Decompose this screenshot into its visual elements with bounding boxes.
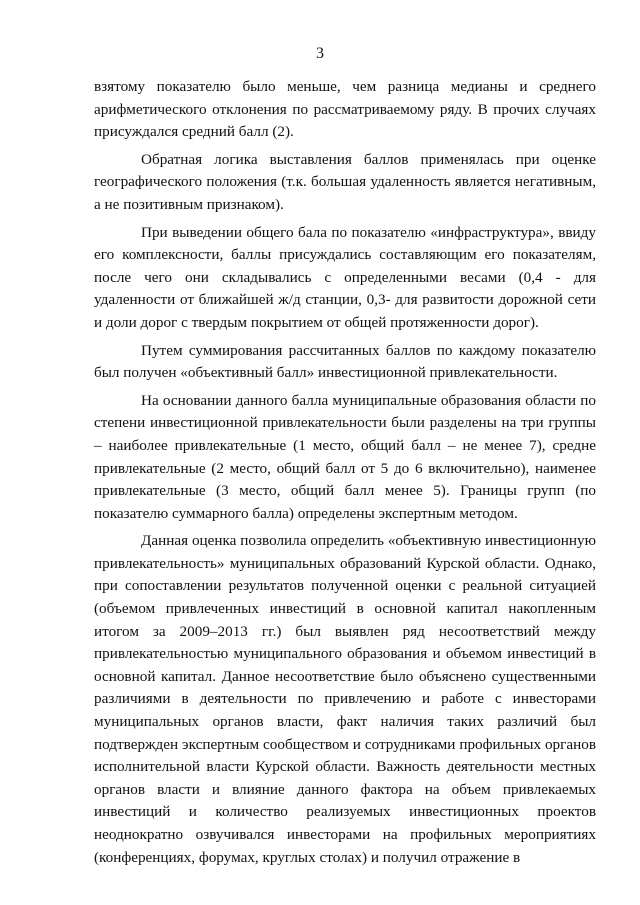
paragraph-infrastructure: При выведении общего бала по показателю «инфраструктура», ввиду его комплексности, баллы присуждались составляющим его показателям, после чего они складывались с определенными весами (0,4 - для удаленности от ближайшей ж/д станции, 0,3- для развитости дорожной сети и доли дорог с твердым покрытием от общей протяженности дорог). bbox=[94, 223, 596, 331]
paragraph-continuation: взятому показателю было меньше, чем разница медианы и среднего арифметического отклонения по рассматриваемому ряду. В прочих случаях присуждался средний балл (2). bbox=[94, 78, 596, 141]
document-body bbox=[94, 76, 596, 874]
paragraph-assessment: Данная оценка позволила определить «объективную инвестиционную привлекательность» муниципальных образований Курской области. Однако, при сопоставлении результатов полученной оценки с реальной ситуацией (объемом привлеченных инвестиций в основной капитал накопленным итогом за 2009–2013 гг.) был выявлен ряд несоответствий между привлекательностью муниципального образования и объемом инвестиций в основной капитал. Данное несоответствие было объяснено существенными различиями в деятельности по привлечению и работе с инвесторами муниципальных органов власти, факт наличия таких различий был подтвержден экспертным сообществом и сотрудниками профильных органов исполнительной власти Курской области. Важность деятельности местных органов власти и влияние данного фактора на объем привлекаемых инвестиций и количество реализуемых инвестиционных проектов неоднократно озвучивался инвесторами на профильных мероприятиях (конференциях, форумах, круглых столах) и получил отражение в bbox=[94, 532, 596, 866]
paragraph-objective-score: Путем суммирования рассчитанных баллов по каждому показателю был получен «объективный балл» инвестиционной привлекательности. bbox=[94, 341, 596, 382]
paragraph-groups: На основании данного балла муниципальные образования области по степени инвестиционной привлекательности были разделены на три группы – наиболее привлекательные (1 место, общий балл – не менее 7), средне привлекательные (2 место, общий балл от 5 до 6 включительно), наименее привлекательные (3 место, общий балл менее 5). Границы групп (по показателю суммарного балла) определены экспертным методом. bbox=[94, 391, 596, 522]
paragraph-reverse-logic: Обратная логика выставления баллов применялась при оценке географического положения (т.к. большая удаленность является негативным, а не позитивным признаком). bbox=[94, 150, 596, 213]
page-number: 3 bbox=[316, 45, 324, 62]
